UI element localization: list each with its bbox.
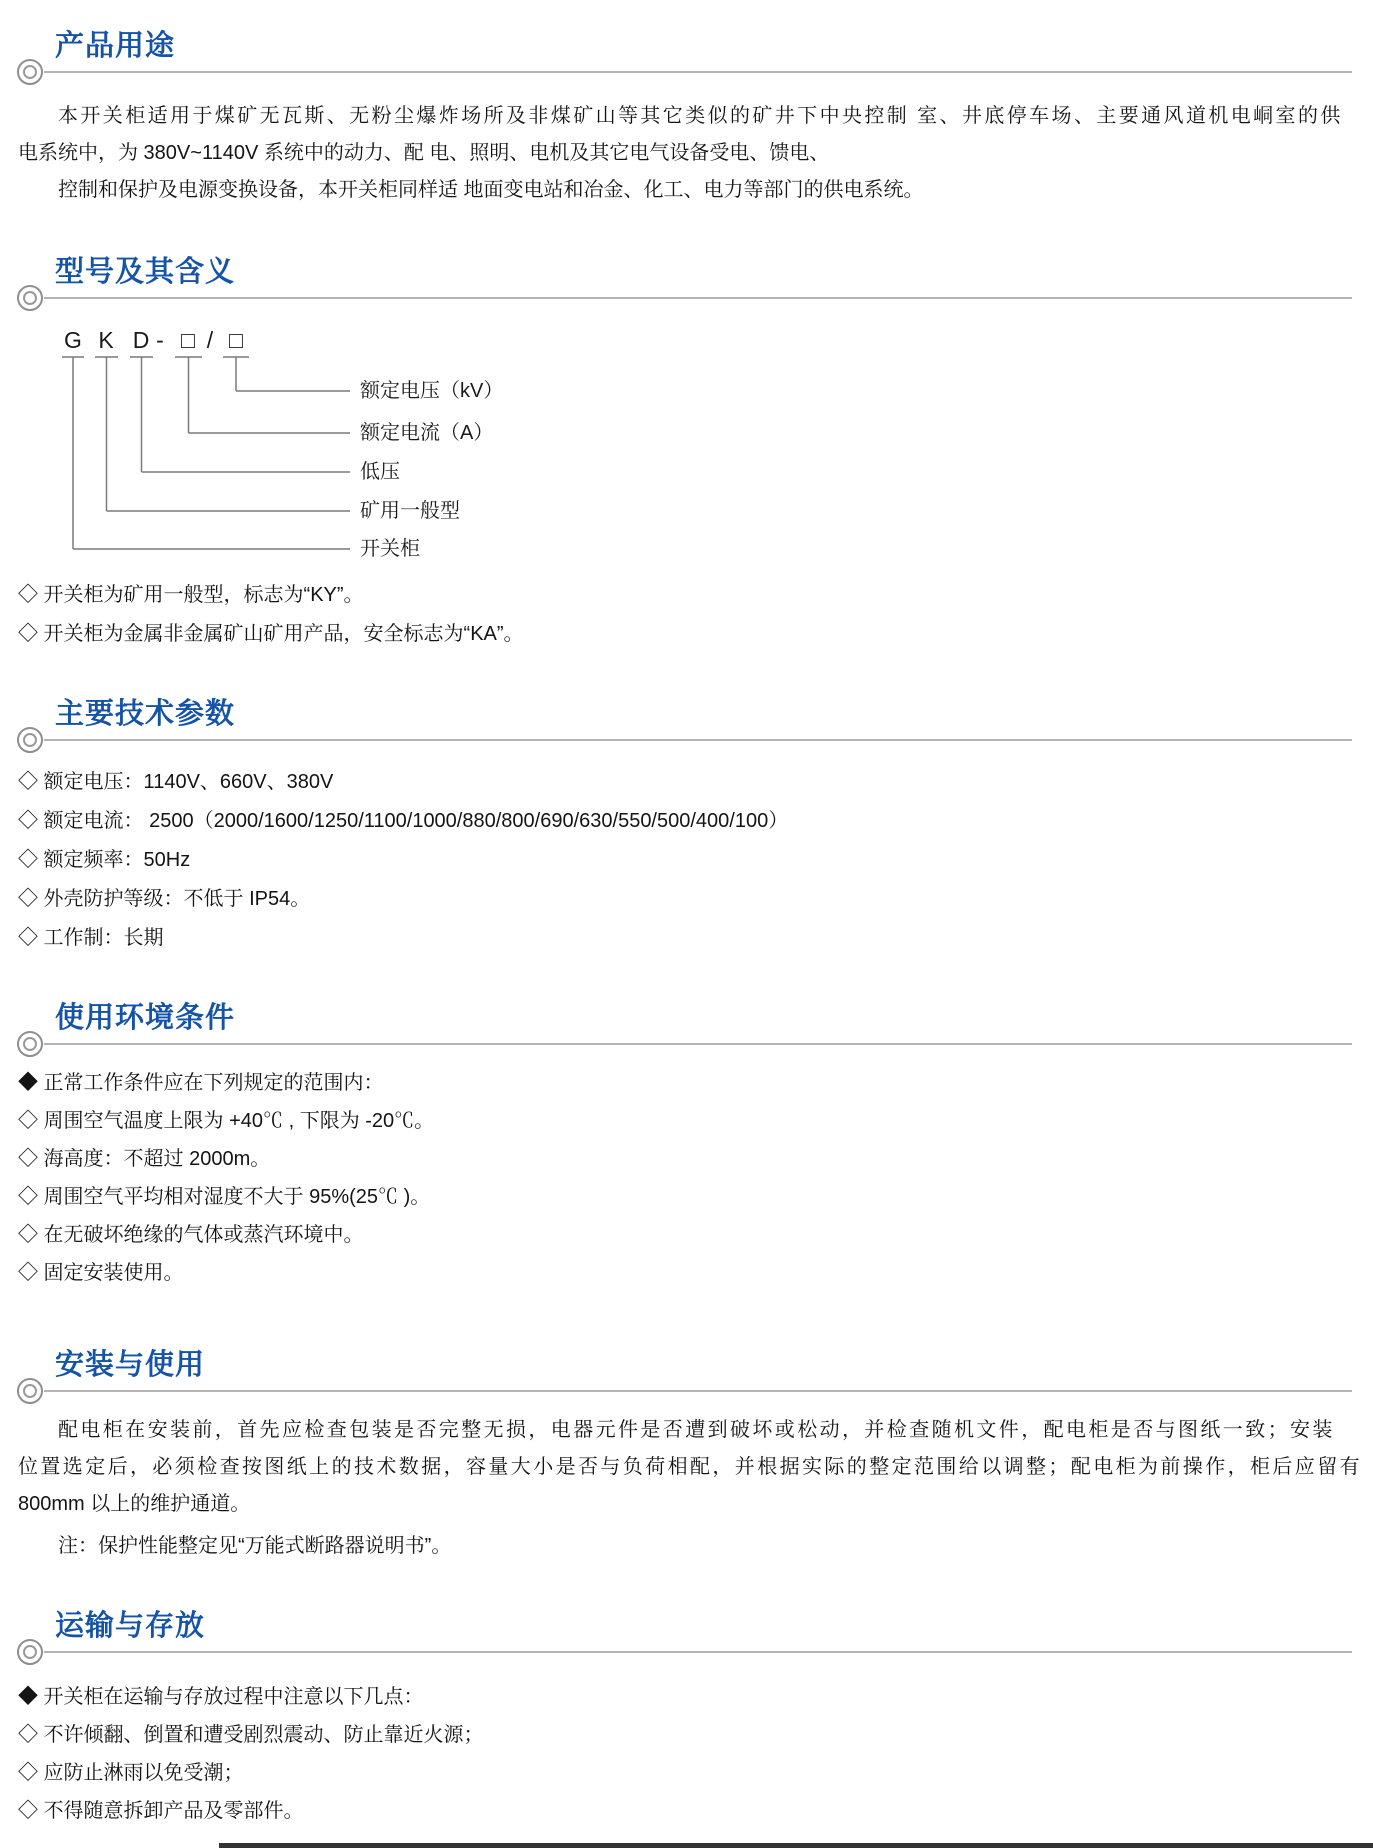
tech-item: ◇ 额定电流： 2500（2000/1600/1250/1100/1000/880/800/690/630/550/500/400/100） <box>18 810 789 832</box>
install-note: 注：保护性能整定见“万能式断路器说明书”。 <box>58 1535 452 1557</box>
model-notes <box>18 576 1367 654</box>
tech-item: ◇ 额定频率：50Hz <box>18 849 191 871</box>
install-line: 位置选定后，必须检查按图纸上的技术数据，容量大小是否与负荷相配，并根据实际的整定范围给以调整；配电柜为前操作，柜后应留有 <box>18 1456 1362 1478</box>
env-item: ◆ 正常工作条件应在下列规定的范围内： <box>18 1072 384 1094</box>
usage-line: 电系统中，为 380V~1140V 系统中的动力、配 电、照明、电机及其它电气设备受电、馈电、 <box>18 142 830 164</box>
install-line: 配电柜在安装前，首先应检查包装是否完整无损，电器元件是否遭到破坏或松动，并检查随机文件，配电柜是否与图纸一致；安装 <box>58 1419 1335 1441</box>
section-rule <box>44 1390 1352 1392</box>
section-header-usage <box>0 28 1373 106</box>
section-title-model: 型号及其含义 <box>55 256 236 288</box>
model-code-box-icon: □ <box>181 327 195 353</box>
model-label-mine-type: 矿用一般型 <box>360 500 460 522</box>
section-rule <box>44 1651 1352 1653</box>
model-label-switchgear: 开关柜 <box>360 538 420 560</box>
section-title-install: 安装与使用 <box>55 1349 206 1381</box>
tech-item: ◇ 额定电压：1140V、660V、380V <box>18 771 334 793</box>
env-item: ◇ 周围空气温度上限为 +40℃ , 下限为 -20℃。 <box>18 1110 435 1132</box>
section-rule <box>44 1043 1352 1045</box>
model-code-box-icon: □ <box>229 327 243 353</box>
tech-item: ◇ 外壳防护等级：不低于 IP54。 <box>18 888 311 910</box>
section-rule <box>44 71 1352 73</box>
section-ring-icon <box>17 1639 43 1665</box>
model-code-char: K <box>98 327 114 353</box>
usage-paragraph <box>18 98 1367 209</box>
env-list <box>18 1064 1367 1292</box>
section-header-transport <box>0 1608 1373 1686</box>
env-item: ◇ 海高度：不超过 2000m。 <box>18 1148 271 1170</box>
usage-line: 控制和保护及电源变换设备，本开关柜同样适 地面变电站和冶金、化工、电力等部门的供电系统。 <box>58 179 924 201</box>
model-diagram-lines <box>0 318 700 568</box>
section-rule <box>44 297 1352 299</box>
env-item: ◇ 固定安装使用。 <box>18 1262 184 1284</box>
section-ring-icon <box>17 285 43 311</box>
model-label-low-voltage: 低压 <box>360 461 400 483</box>
transport-item: ◇ 不许倾翻、倒置和遭受剧烈震动、防止靠近火源； <box>18 1724 484 1746</box>
section-title-usage: 产品用途 <box>55 30 176 62</box>
transport-item: ◆ 开关柜在运输与存放过程中注意以下几点： <box>18 1686 424 1708</box>
model-code-char: / <box>206 327 214 353</box>
section-ring-icon <box>17 727 43 753</box>
section-title-tech: 主要技术参数 <box>55 698 236 730</box>
model-note: ◇ 开关柜为矿用一般型，标志为“KY”。 <box>18 584 364 606</box>
section-rule <box>44 739 1352 741</box>
section-ring-icon <box>17 1378 43 1404</box>
install-note-block <box>18 1528 1367 1565</box>
section-title-env: 使用环境条件 <box>55 1002 236 1034</box>
model-code-char: D <box>132 327 150 353</box>
footer-divider <box>219 1843 1373 1848</box>
transport-item: ◇ 应防止淋雨以免受潮； <box>18 1762 244 1784</box>
section-title-transport: 运输与存放 <box>55 1610 206 1642</box>
model-code-char: G <box>64 327 82 353</box>
model-note: ◇ 开关柜为金属非金属矿山矿用产品，安全标志为“KA”。 <box>18 623 524 645</box>
model-code-char: - <box>156 327 164 353</box>
transport-item: ◇ 不得随意拆卸产品及零部件。 <box>18 1800 304 1822</box>
tech-item: ◇ 工作制：长期 <box>18 927 164 949</box>
install-paragraph <box>18 1412 1367 1523</box>
model-label-rated-voltage: 额定电压（kV） <box>360 380 504 402</box>
transport-list <box>18 1678 1367 1830</box>
install-line: 800mm 以上的维护通道。 <box>18 1493 251 1515</box>
section-ring-icon <box>17 59 43 85</box>
env-item: ◇ 周围空气平均相对湿度不大于 95%(25℃ )。 <box>18 1186 431 1208</box>
section-ring-icon <box>17 1031 43 1057</box>
tech-list <box>18 763 1367 958</box>
model-label-rated-current: 额定电流（A） <box>360 422 494 444</box>
usage-line: 本开关柜适用于煤矿无瓦斯、无粉尘爆炸场所及非煤矿山等其它类似的矿井下中央控制 室、井底停车场、主要通风道机电峒室的供 <box>58 105 1343 127</box>
env-item: ◇ 在无破坏绝缘的气体或蒸汽环境中。 <box>18 1224 364 1246</box>
